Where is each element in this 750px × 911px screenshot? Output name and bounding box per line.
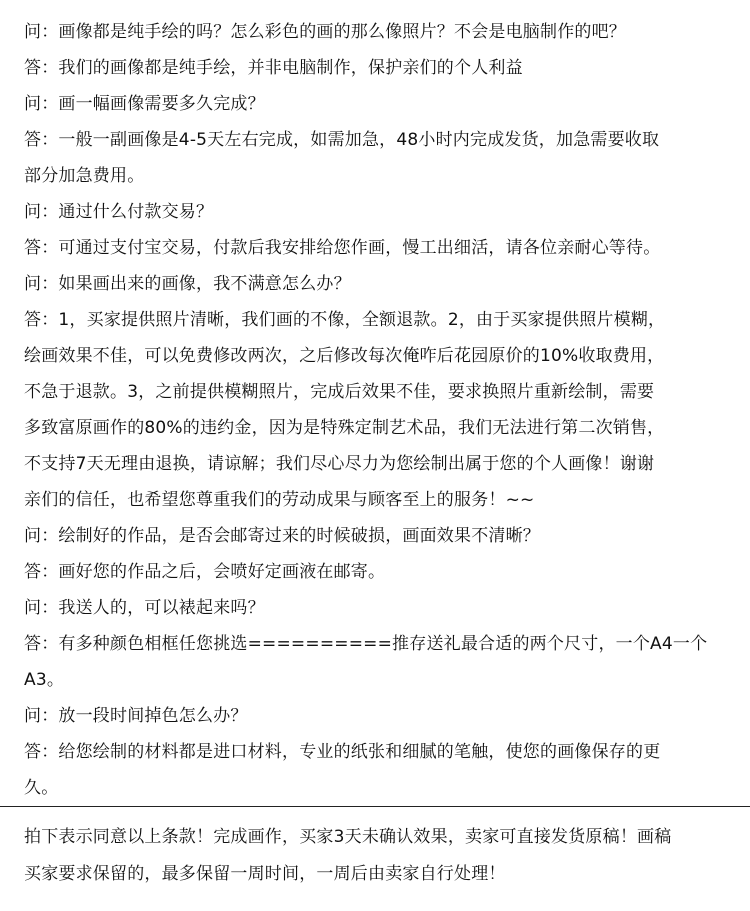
faq-question-7: 问：放一段时间掉色怎么办？ <box>24 706 248 726</box>
faq-question-1: 问：画像都是纯手绘的吗？怎么彩色的画的那么像照片？不会是电脑制作的吧？ <box>24 22 626 42</box>
faq-answer-1: 答：我们的画像都是纯手绘，并非电脑制作，保护亲们的个人利益 <box>24 58 523 78</box>
faq-section <box>24 14 730 806</box>
faq-answer-6-line-1: 答：有多种颜色相框任您挑选==========推存送礼最合适的两个尺寸，一个A4一个 <box>24 634 708 654</box>
faq-answer-7-line-2: 久。 <box>24 778 59 798</box>
faq-answer-3: 答：可通过支付宝交易，付款后我安排给您作画，慢工出细活，请各位亲耐心等待。 <box>24 238 661 258</box>
section-divider <box>0 806 750 807</box>
faq-answer-4-line-6: 亲们的信任，也希望您尊重我们的劳动成果与顾客至上的服务！~~ <box>24 490 535 510</box>
faq-question-6: 问：我送人的，可以裱起来吗？ <box>24 598 265 618</box>
faq-answer-4-line-3: 不急于退款。3，之前提供模糊照片，完成后效果不佳，要求换照片重新绘制，需要 <box>24 382 655 402</box>
faq-answer-5: 答：画好您的作品之后，会喷好定画液在邮寄。 <box>24 562 386 582</box>
faq-answer-4-line-2: 绘画效果不佳，可以免费修改两次，之后修改每次俺咋后花园原价的10%收取费用， <box>24 346 665 366</box>
faq-question-2: 问：画一幅画像需要多久完成？ <box>24 94 265 114</box>
notice-line-2: 买家要求保留的，最多保留一周时间，一周后由卖家自行处理！ <box>24 864 506 884</box>
notice-line-1: 拍下表示同意以上条款！完成画作，买家3天未确认效果，卖家可直接发货原稿！画稿 <box>24 827 672 847</box>
faq-answer-2-line-1: 答：一般一副画像是4-5天左右完成，如需加急，48小时内完成发货，加急需要收取 <box>24 130 660 150</box>
faq-answer-2-line-2: 部分加急费用。 <box>24 166 145 186</box>
faq-answer-4-line-4: 多致富原画作的80%的违约金，因为是特殊定制艺术品，我们无法进行第二次销售， <box>24 418 665 438</box>
faq-answer-4-line-5: 不支持7天无理由退换，请谅解；我们尽心尽力为您绘制出属于您的个人画像！谢谢 <box>24 454 655 474</box>
purchase-notice <box>24 819 730 893</box>
faq-question-4: 问：如果画出来的画像，我不满意怎么办？ <box>24 274 351 294</box>
faq-question-3: 问：通过什么付款交易？ <box>24 202 214 222</box>
faq-answer-4-line-1: 答：1，买家提供照片清晰，我们画的不像，全额退款。2，由于买家提供照片模糊， <box>24 310 666 330</box>
faq-answer-6-line-2: A3。 <box>24 670 65 690</box>
faq-question-5: 问：绘制好的作品，是否会邮寄过来的时候破损，画面效果不清晰？ <box>24 526 540 546</box>
faq-answer-7-line-1: 答：给您绘制的材料都是进口材料，专业的纸张和细腻的笔触，使您的画像保存的更 <box>24 742 661 762</box>
